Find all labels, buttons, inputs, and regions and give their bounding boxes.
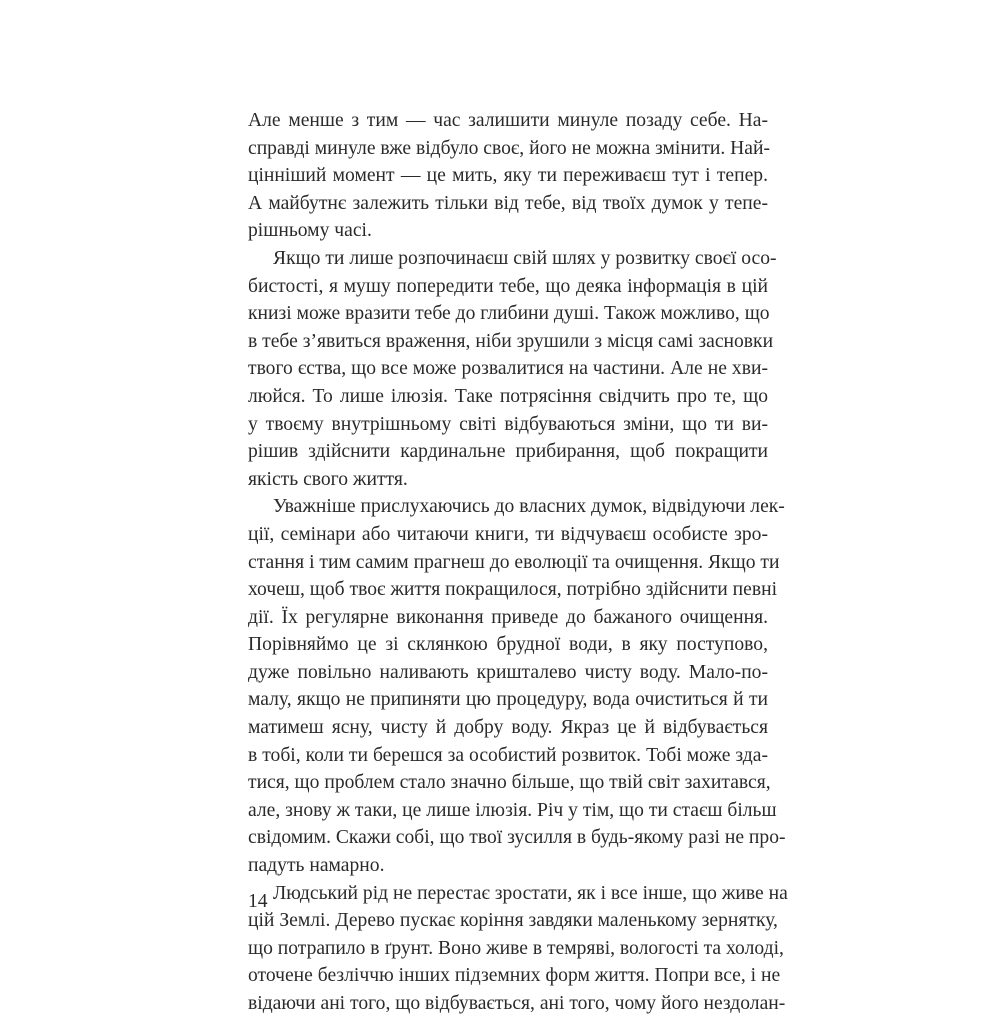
text-line: у твоєму внутрішньому світі відбуваються зміни, що ти ви- bbox=[248, 413, 768, 435]
text-line: твого єства, що все може розвалитися на частини. Але не хви- bbox=[248, 358, 768, 380]
text-line: Уважніше прислухаючись до власних думок, відвідуючи лек- bbox=[273, 496, 785, 518]
text-line: падуть намарно. bbox=[248, 855, 385, 877]
text-line: матимеш ясну, чисту й добру воду. Якраз це й відбувається bbox=[248, 717, 768, 739]
page-number: 14 bbox=[248, 891, 268, 912]
text-line: малу, якщо не припиняти цю процедуру, вода очиститься й ти bbox=[248, 689, 768, 711]
text-line: Людський рід не перестає зростати, як і все інше, що живе на bbox=[273, 882, 788, 904]
text-line: Порівняймо це зі склянкою брудної води, в яку поступово, bbox=[248, 634, 768, 656]
text-line: ції, семінари або читаючи книги, ти відчуваєш особисте зро- bbox=[248, 523, 768, 545]
text-line: Але менше з тим — час залишити минуле позаду себе. На- bbox=[248, 110, 768, 131]
text-line: люйся. То лише ілюзія. Таке потрясіння свідчить про те, що bbox=[248, 385, 768, 407]
paragraph bbox=[248, 107, 771, 245]
text-line: книзі може вразити тебе до глибини душі. Також можливо, що bbox=[248, 303, 770, 325]
paragraph bbox=[248, 245, 777, 493]
text-line: але, знову ж таки, це лише ілюзія. Річ у тім, що ти стаєш більш bbox=[248, 799, 777, 821]
page-body-text bbox=[248, 107, 788, 1018]
text-line: в тобі, коли ти берешся за особистий розвиток. Тобі може зда- bbox=[248, 744, 768, 766]
text-line: хочеш, щоб твоє життя покращилося, потрібно здійснити певні bbox=[248, 579, 778, 601]
paragraph bbox=[248, 493, 786, 879]
text-line: в тебе з’явиться враження, ніби зрушили з місця самі засновки bbox=[248, 330, 774, 352]
text-line: Якщо ти лише розпочинаєш свій шлях у розвитку своєї осо- bbox=[273, 247, 777, 269]
text-line: оточене безліччю інших підземних форм життя. Попри все, і не bbox=[248, 965, 781, 987]
paragraph bbox=[248, 880, 788, 1018]
text-line: відаючи ані того, що відбувається, ані того, чому його нездолан- bbox=[248, 993, 786, 1014]
text-line: якість свого життя. bbox=[248, 468, 408, 490]
text-line: цінніший момент — це мить, яку ти переживаєш тут і тепер. bbox=[248, 165, 768, 187]
text-line: рішньому часі. bbox=[248, 220, 372, 242]
text-line: стання і тим самим прагнеш до еволюції та очищення. Якщо ти bbox=[248, 551, 780, 573]
text-line: що потрапило в ґрунт. Воно живе в темряві, вологості та холоді, bbox=[248, 937, 784, 959]
text-line: дії. Їх регулярне виконання приведе до бажаного очищення. bbox=[248, 606, 768, 628]
text-line: рішив здійснити кардинальне прибирання, щоб покращити bbox=[248, 441, 768, 463]
text-line: бистості, я мушу попередити тебе, що деяка інформація в цій bbox=[248, 275, 768, 297]
text-line: свідомим. Скажи собі, що твої зусилля в будь-якому разі не про- bbox=[248, 827, 786, 849]
text-line: тися, що проблем стало значно більше, що твій світ захитався, bbox=[248, 772, 771, 794]
text-line: цій Землі. Дерево пускає коріння завдяки маленькому зернятку, bbox=[248, 910, 778, 932]
text-line: дуже повільно наливають кришталево чисту воду. Мало-по- bbox=[248, 661, 768, 683]
text-line: А майбутнє залежить тільки від тебе, від твоїх думок у тепе- bbox=[248, 192, 768, 214]
text-line: справді минуле вже відбуло своє, його не можна змінити. Най- bbox=[248, 137, 771, 159]
